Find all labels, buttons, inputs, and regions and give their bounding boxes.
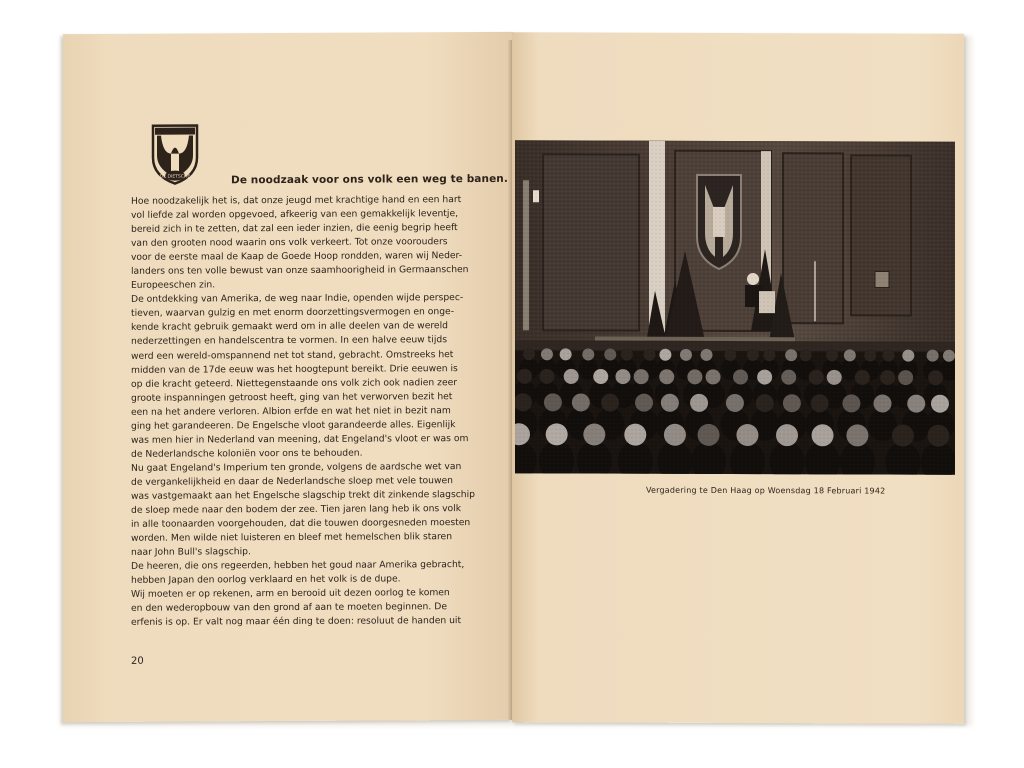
text-line: Hoe noodzakelijk het is, dat onze jeugd met krachtige hand en een hart: [131, 194, 462, 207]
text-line: was vastgemaakt aan het Engelsche slagschip trekt dit zinkende slagschip: [131, 489, 476, 502]
text-line: bereid zich in te zetten, dat zal een ieder inzien, die eenig begrip heeft: [131, 222, 458, 235]
text-line: en den wederopbouw van den grond af aan te moeten beginnen. De: [131, 601, 447, 615]
left-page: [63, 32, 513, 722]
text-line: erfenis is op. Er valt nog maar één ding te doen: resoluut de handen uit: [131, 615, 462, 629]
text-line: kende kracht gebruik gemaakt werd om in alle deelen van de wereld: [131, 320, 448, 334]
section-heading: De noodzaak voor ons volk een weg te banen.: [231, 172, 508, 187]
text-line: voor de eerste maal de Kaap de Goede Hoop rondden, waren wij Neder-: [131, 250, 463, 264]
page-number: 20: [131, 655, 144, 667]
text-line: naar John Bull's slagschip.: [131, 546, 251, 558]
text-line: worden. Men wilde niet luisteren en bleef met hemelschen blik staren: [131, 531, 453, 544]
text-line: nederzettingen en handelscentra te vormen. In een halve eeuw tijds: [131, 334, 447, 348]
text-line: Nu gaat Engeland's Imperium ten gronde, volgens de aardsche wet van: [131, 460, 462, 474]
meeting-hall-photo: [515, 140, 955, 475]
photo-caption: Vergadering te Den Haag op Woensdag 18 Februari 1942: [646, 485, 886, 496]
text-line: tieven, waarvan gulzig en met enorm doorzettingsvermogen en onge-: [131, 306, 455, 320]
text-line: landers ons ten volle bewust van onze saamhoorigheid in Germaanschen: [131, 264, 469, 278]
text-line: werd een wereld-omspannend net tot stand, gebracht. Omstreeks het: [131, 348, 454, 362]
shield-emblem-icon: [151, 123, 199, 185]
text-line: ging het garandeeren. De Engelsche vloot garandeerde alles. Eigenlijk: [131, 418, 456, 432]
text-line: op die kracht geteerd. Niettegenstaande ons volk zich ook nadien zeer: [131, 376, 458, 390]
text-line: een na het andere verloren. Albion erfde en wat het niet in bezit nam: [131, 404, 451, 418]
text-line: van den grooten nood waarin ons volk verkeert. Tot onze voorouders: [131, 236, 448, 249]
text-line: de sloep mede naar den bodem der zee. Tien jaren lang heb ik ons volk: [131, 503, 462, 516]
body-text: [131, 193, 476, 630]
text-line: in alle toonaarden voorgehouden, dat die touwen doorgesneden moesten: [131, 517, 471, 530]
svg-text:DE DIETSCHE: DE DIETSCHE: [159, 174, 191, 180]
text-line: vol liefde zal worden opgevoed, afkeerig van een gemakkelijk leventje,: [131, 208, 459, 221]
right-page: [512, 32, 964, 724]
text-line: groote inspanningen getroost heeft, ging van het verworven bezit het: [131, 390, 453, 404]
text-line: De ontdekking van Amerika, de weg naar Indie, openden wijde perspec-: [131, 292, 464, 306]
text-line: midden van de 17de eeuw was het hoogtepunt bereikt. Drie eeuwen is: [131, 362, 458, 376]
text-line: De heeren, die ons regeerden, hebben het goud naar Amerika gebracht,: [131, 559, 465, 573]
text-line: hebben Japan den oorlog verklaard en het volk is de dupe.: [131, 573, 401, 587]
text-line: Wij moeten er op rekenen, arm en berooid uit dezen oorlog te komen: [131, 587, 450, 601]
text-line: de vergankelijkheid en daar de Nederlandsche sloep met vele touwen: [131, 475, 453, 488]
text-line: Europeeschen zin.: [131, 279, 216, 292]
text-line: de Nederlandsche koloniën voor ons te behouden.: [131, 447, 363, 460]
text-line: was men hier in Nederland van meening, dat Engeland's vloot er was om: [131, 432, 469, 446]
